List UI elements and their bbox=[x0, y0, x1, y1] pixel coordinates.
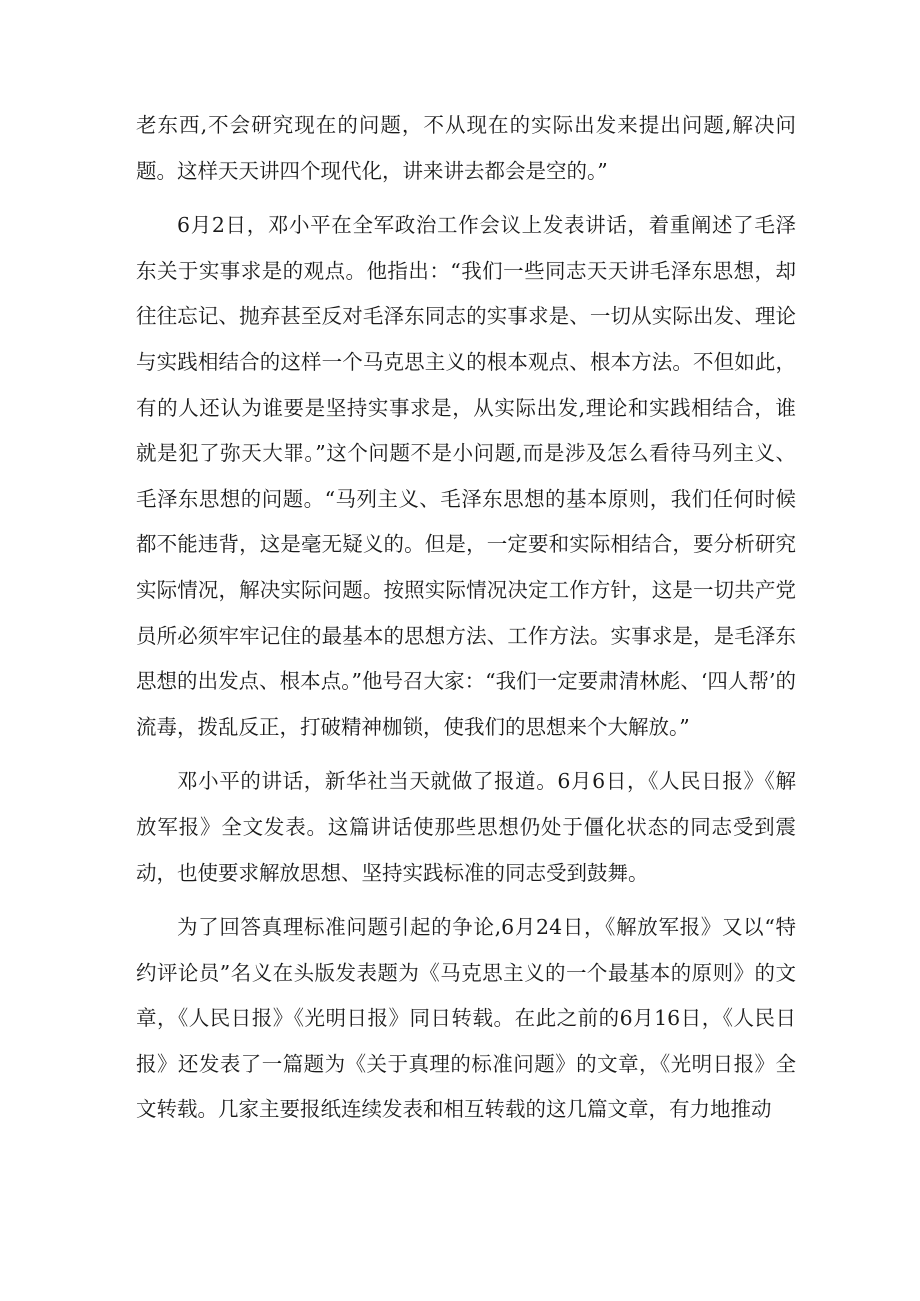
paragraph-1: 老东西,不会研究现在的问题，不从现在的实际出发来提出问题,解决问题。这样天天讲四个现代化，讲来讲去都会是空的。” bbox=[136, 113, 796, 183]
paragraph-4: 为了回答真理标准问题引起的争论,6月24日，《解放军报》又以“特约评论员”名义在头版发表题为《马克思主义的一个最基本的原则》的文章，《人民日报》《光明日报》同日转载。在此之前的6月16日，《人民日报》还发表了一篇题为《关于真理的标准问题》的文章，《光明日报》全文转载。几家主要报纸连续发表和相互转载的这几篇文章，有力地推动 bbox=[136, 915, 796, 1122]
document-page bbox=[136, 103, 796, 1142]
paragraph-2: 6月2日，邓小平在全军政治工作会议上发表讲话，着重阐述了毛泽东关于实事求是的观点。他指出：“我们一些同志天天讲毛泽东思想，却往往忘记、抛弃甚至反对毛泽东同志的实事求是、一切从实际出发、理论与实践相结合的这样一个马克思主义的根本观点、根本方法。不但如此，有的人还认为谁要是坚持实事求是，从实际出发,理论和实践相结合，谁就是犯了弥天大罪。”这个问题不是小问题,而是涉及怎么看待马列主义、毛泽东思想的问题。“马列主义、毛泽东思想的基本原则，我们任何时候都不能违背，这是毫无疑义的。但是，一定要和实际相结合，要分析研究实际情况，解决实际问题。按照实际情况决定工作方针，这是一切共产党员所必须牢牢记住的最基本的思想方法、工作方法。实事求是，是毛泽东思想的出发点、根本点。”他号召大家：“我们一定要肃清林彪、‘四人帮’的流毒，拨乱反正，打破精神枷锁，使我们的思想来个大解放。” bbox=[136, 213, 796, 739]
paragraph-3: 邓小平的讲话，新华社当天就做了报道。6月6日，《人民日报》《解放军报》全文发表。这篇讲话使那些思想仍处于僵化状态的同志受到震动，也使要求解放思想、坚持实践标准的同志受到鼓舞。 bbox=[136, 769, 796, 885]
